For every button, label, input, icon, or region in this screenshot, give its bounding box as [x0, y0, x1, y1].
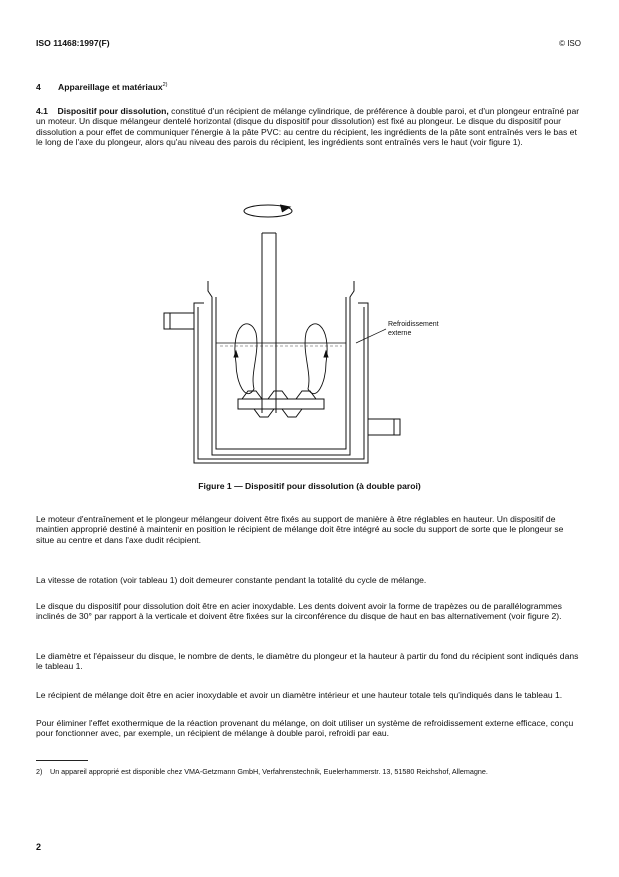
- section-number: 4: [36, 82, 41, 92]
- paragraph-disc-material: Le disque du dispositif pour dissolution doit être en acier inoxydable. Les dents doivent avoir la forme de trapèzes ou de parallélogrammes inclinés de 30° par rapport à la verticale et doivent être fixées sur la circonférence du disque de haut en bas alternativement (voir figure 2).: [36, 601, 562, 622]
- figure-1-diagram: [150, 193, 480, 468]
- inner-vessel: [208, 281, 354, 455]
- header-copyright: © ISO: [559, 39, 581, 48]
- figure-caption: Figure 1 — Dispositif pour dissolution (à double paroi): [198, 481, 421, 491]
- outer-jacket: [194, 303, 368, 463]
- paragraph-cooling: Pour éliminer l'effet exothermique de la réaction provenant du mélange, on doit utiliser un système de refroidissement externe efficace, conçu pour fonctionner avec, par exemple, un récipient de mélange à double paroi, refroidi par eau.: [36, 718, 574, 739]
- footnote: [36, 767, 582, 776]
- paragraph-motor: Le moteur d'entraînement et le plongeur mélangeur doivent être fixés au support de manière à être réglables en hauteur. Un dispositif de maintien approprié destiné à maintenir en position le récipient de mélange doit être intégré au socle du support de sorte que le plongeur se situe au centre et dans l'axe dudit récipient.: [36, 514, 564, 545]
- section-footnote-ref: 2): [162, 82, 168, 88]
- clause-text: constitué d'un récipient de mélange cylindrique, de préférence à double paroi, et d'un plongeur entraîné par un moteur. Un disque mélangeur dentelé horizontal (disque du dispositif pour dissolution) est fixé au plongeur. Le disque du dispositif pour dissolution a pour effet de communiquer l'énergie à la pâte PVC: au centre du récipient, les ingrédients de la pâte sont entraînés vers le bas et le long de l'axe du plongeur, alors qu'au niveau des parois du récipient, les ingrédients sont entraînés vers le haut (voir figure 1).: [36, 106, 580, 148]
- paragraph-rotation-speed: La vitesse de rotation (voir tableau 1) doit demeurer constante pendant la totalité du cycle de mélange.: [36, 575, 427, 585]
- clause-lead: Dispositif pour dissolution,: [57, 106, 169, 116]
- plunger-shaft: [262, 233, 276, 413]
- outlet-pipe: [368, 419, 400, 435]
- footnote-text: Un appareil approprié est disponible chez VMA-Getzmann GmbH, Verfahrenstechnik, Euelerhammerstr. 13, 51580 Reichshof, Allemagne.: [50, 767, 488, 776]
- paragraph-4-1: [36, 106, 582, 148]
- section-title: Appareillage et matériaux: [58, 82, 163, 92]
- page-number: 2: [36, 842, 42, 852]
- section-heading: [36, 82, 168, 92]
- flow-loops: [234, 324, 328, 394]
- dissolver-disc: [238, 391, 324, 417]
- footnote-rule: [36, 760, 88, 761]
- label-leader-line: [356, 329, 386, 343]
- paragraph-vessel: Le récipient de mélange doit être en acier inoxydable et avoir un diamètre intérieur et une hauteur totale tels qu'indiqués dans le tableau 1.: [36, 690, 563, 700]
- inlet-pipe: [164, 313, 194, 329]
- figure-label-line1: Refroidissement: [388, 321, 439, 328]
- paragraph-disc-dimensions: Le diamètre et l'épaisseur du disque, le nombre de dents, le diamètre du plongeur et la hauteur à partir du fond du récipient sont indiqués dans le tableau 1.: [36, 651, 579, 672]
- figure-label-line2: externe: [388, 330, 412, 337]
- footnote-number: 2): [36, 767, 43, 776]
- clause-number: 4.1: [36, 106, 48, 116]
- rotation-arrow-icon: [244, 205, 292, 217]
- header-standard: ISO 11468:1997(F): [36, 38, 110, 48]
